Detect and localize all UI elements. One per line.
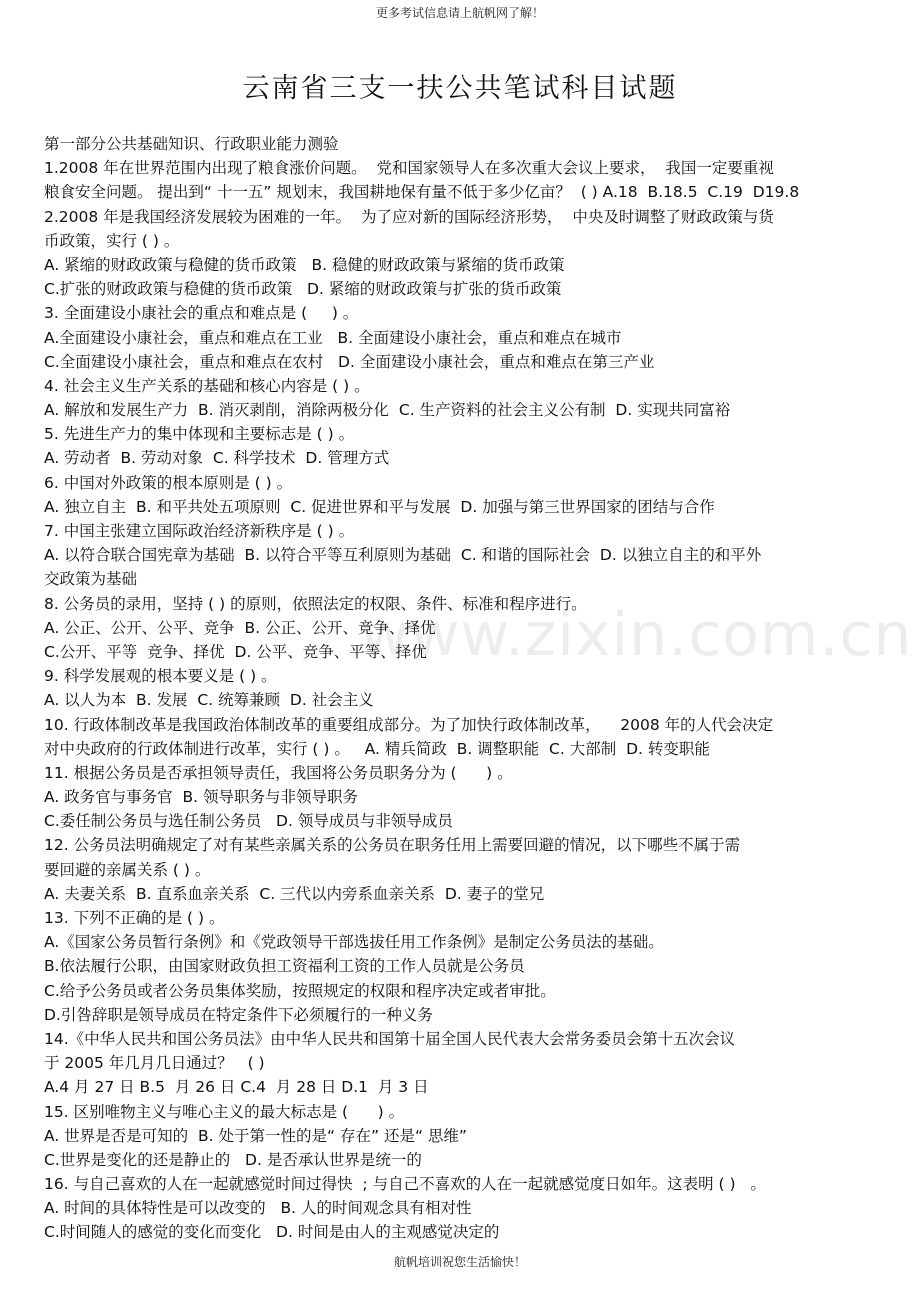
option-line: A. 解放和发展生产力 B. 消灭剥削，消除两极分化 C. 生产资料的社会主义公有制 D. 实现共同富裕	[44, 401, 731, 420]
option-line: 交政策为基础	[44, 570, 138, 589]
footer-note: 航帆培训祝您生活愉快！	[393, 1255, 526, 1269]
option-line: C.世界是变化的还是静止的 D. 是否承认世界是统一的	[44, 1150, 422, 1169]
option-line: C.全面建设小康社会，重点和难点在农村 D. 全面建设小康社会，重点和难点在第三产业	[44, 352, 655, 371]
question-line: 5. 先进生产力的集中体现和主要标志是 ( ) 。	[44, 425, 355, 444]
option-line: C.时间随人的感觉的变化而变化 D. 时间是由人的主观感觉决定的	[44, 1223, 500, 1242]
watermark: www.zixin.com.cn	[360, 600, 913, 670]
section-heading: 第一部分公共基础知识、行政职业能力测验	[44, 135, 339, 153]
question-line: 3. 全面建设小康社会的重点和难点是 ( ) 。	[44, 304, 359, 323]
question-line: 1.2008 年在世界范围内出现了粮食涨价问题。 党和国家领导人在多次重大会议上要求， 我国一定要重视	[44, 159, 774, 178]
option-line: A.《国家公务员暂行条例》和《党政领导干部选拔任用工作条例》是制定公务员法的基础。	[44, 933, 664, 952]
exam-content	[44, 132, 884, 1245]
option-line: A. 公正、公开、公平、竞争 B. 公正、公开、竞争、择优	[44, 618, 436, 637]
question-line: 14.《中华人民共和国公务员法》由中华人民共和国第十届全国人民代表大会常务委员会第十五次会议	[44, 1029, 736, 1048]
question-line: 8. 公务员的录用，坚持 ( ) 的原则，依照法定的权限、条件、标准和程序进行。	[44, 594, 587, 613]
option-line: A. 世界是否是可知的 B. 处于第一性的是“ 存在” 还是“ 思维”	[44, 1126, 467, 1145]
option-line: A. 时间的具体特性是可以改变的 B. 人的时间观念具有相对性	[44, 1199, 472, 1218]
question-line: 11. 根据公务员是否承担领导责任，我国将公务员职务分为 ( ) 。	[44, 763, 513, 782]
question-line: 于 2005 年几月几日通过？ ( )	[44, 1054, 265, 1073]
question-line: 6. 中国对外政策的根本原则是 ( ) 。	[44, 473, 293, 492]
option-line: D.引咎辞职是领导成员在特定条件下必须履行的一种义务	[44, 1005, 433, 1024]
option-line: A. 夫妻关系 B. 直系血亲关系 C. 三代以内旁系血亲关系 D. 妻子的堂兄	[44, 884, 545, 903]
question-line: 9. 科学发展观的根本要义是 ( ) 。	[44, 667, 277, 686]
option-line: A. 以符合联合国宪章为基础 B. 以符合平等互利原则为基础 C. 和谐的国际社会 D. 以独立自主的和平外	[44, 546, 762, 565]
question-line: 7. 中国主张建立国际政治经济新秩序是 ( ) 。	[44, 522, 355, 540]
option-line: A. 紧缩的财政政策与稳健的货币政策 B. 稳健的财政政策与紧缩的货币政策	[44, 255, 565, 274]
option-line: C.扩张的财政政策与稳健的货币政策 D. 紧缩的财政政策与扩张的货币政策	[44, 280, 562, 299]
option-line: C.委任制公务员与选任制公务员 D. 领导成员与非领导成员	[44, 812, 453, 831]
question-line: 13. 下列不正确的是 ( ) 。	[44, 909, 225, 927]
header-note: 更多考试信息请上航帆网了解！	[375, 6, 544, 20]
page-title: 云南省三支一扶公共笔试科目试题	[242, 73, 678, 104]
option-line: A.4 月 27 日 B.5 月 26 日 C.4 月 28 日 D.1 月 3 日	[44, 1078, 429, 1097]
option-line: A.全面建设小康社会，重点和难点在工业 B. 全面建设小康社会，重点和难点在城市	[44, 328, 622, 347]
option-line: A. 独立自主 B. 和平共处五项原则 C. 促进世界和平与发展 D. 加强与第三世界国家的团结与合作	[44, 497, 715, 516]
question-line: 粮食安全问题。 提出到“ 十一五” 规划末，我国耕地保有量不低于多少亿亩？ ( ) A.18 B.18.5 C.19 D19.8	[44, 183, 800, 202]
question-line: 币政策，实行 ( ) 。	[44, 231, 180, 250]
question-line: 对中央政府的行政体制进行改革，实行 ( ) 。 A. 精兵简政 B. 调整职能 C. 大部制 D. 转变职能	[44, 739, 710, 758]
question-line: 4. 社会主义生产关系的基础和核心内容是 ( ) 。	[44, 376, 370, 395]
option-line: B.依法履行公职，由国家财政负担工资福利工资的工作人员就是公务员	[44, 957, 525, 976]
question-line: 要回避的亲属关系 ( ) 。	[44, 860, 211, 879]
question-line: 12. 公务员法明确规定了对有某些亲属关系的公务员在职务任用上需要回避的情况，以下哪些不属于需	[44, 836, 741, 855]
option-line: A. 政务官与事务官 B. 领导职务与非领导职务	[44, 788, 359, 807]
option-line: A. 劳动者 B. 劳动对象 C. 科学技术 D. 管理方式	[44, 449, 390, 468]
question-line: 15. 区别唯物主义与唯心主义的最大标志是 ( ) 。	[44, 1102, 405, 1121]
question-line: 16. 与自己喜欢的人在一起就感觉时间过得快 ; 与自己不喜欢的人在一起就感觉度日如年。这表明 ( ) 。	[44, 1175, 766, 1194]
option-line: C.给予公务员或者公务员集体奖励，按照规定的权限和程序决定或者审批。	[44, 981, 556, 1000]
option-line: C.公开、平等 竞争、择优 D. 公平、竞争、平等、择优	[44, 642, 427, 661]
option-line: A. 以人为本 B. 发展 C. 统筹兼顾 D. 社会主义	[44, 691, 374, 710]
question-line: 2.2008 年是我国经济发展较为困难的一年。 为了应对新的国际经济形势， 中央及时调整了财政政策与货	[44, 207, 774, 226]
question-line: 10. 行政体制改革是我国政治体制改革的重要组成部分。为了加快行政体制改革， 2008 年的人代会决定	[44, 715, 774, 734]
